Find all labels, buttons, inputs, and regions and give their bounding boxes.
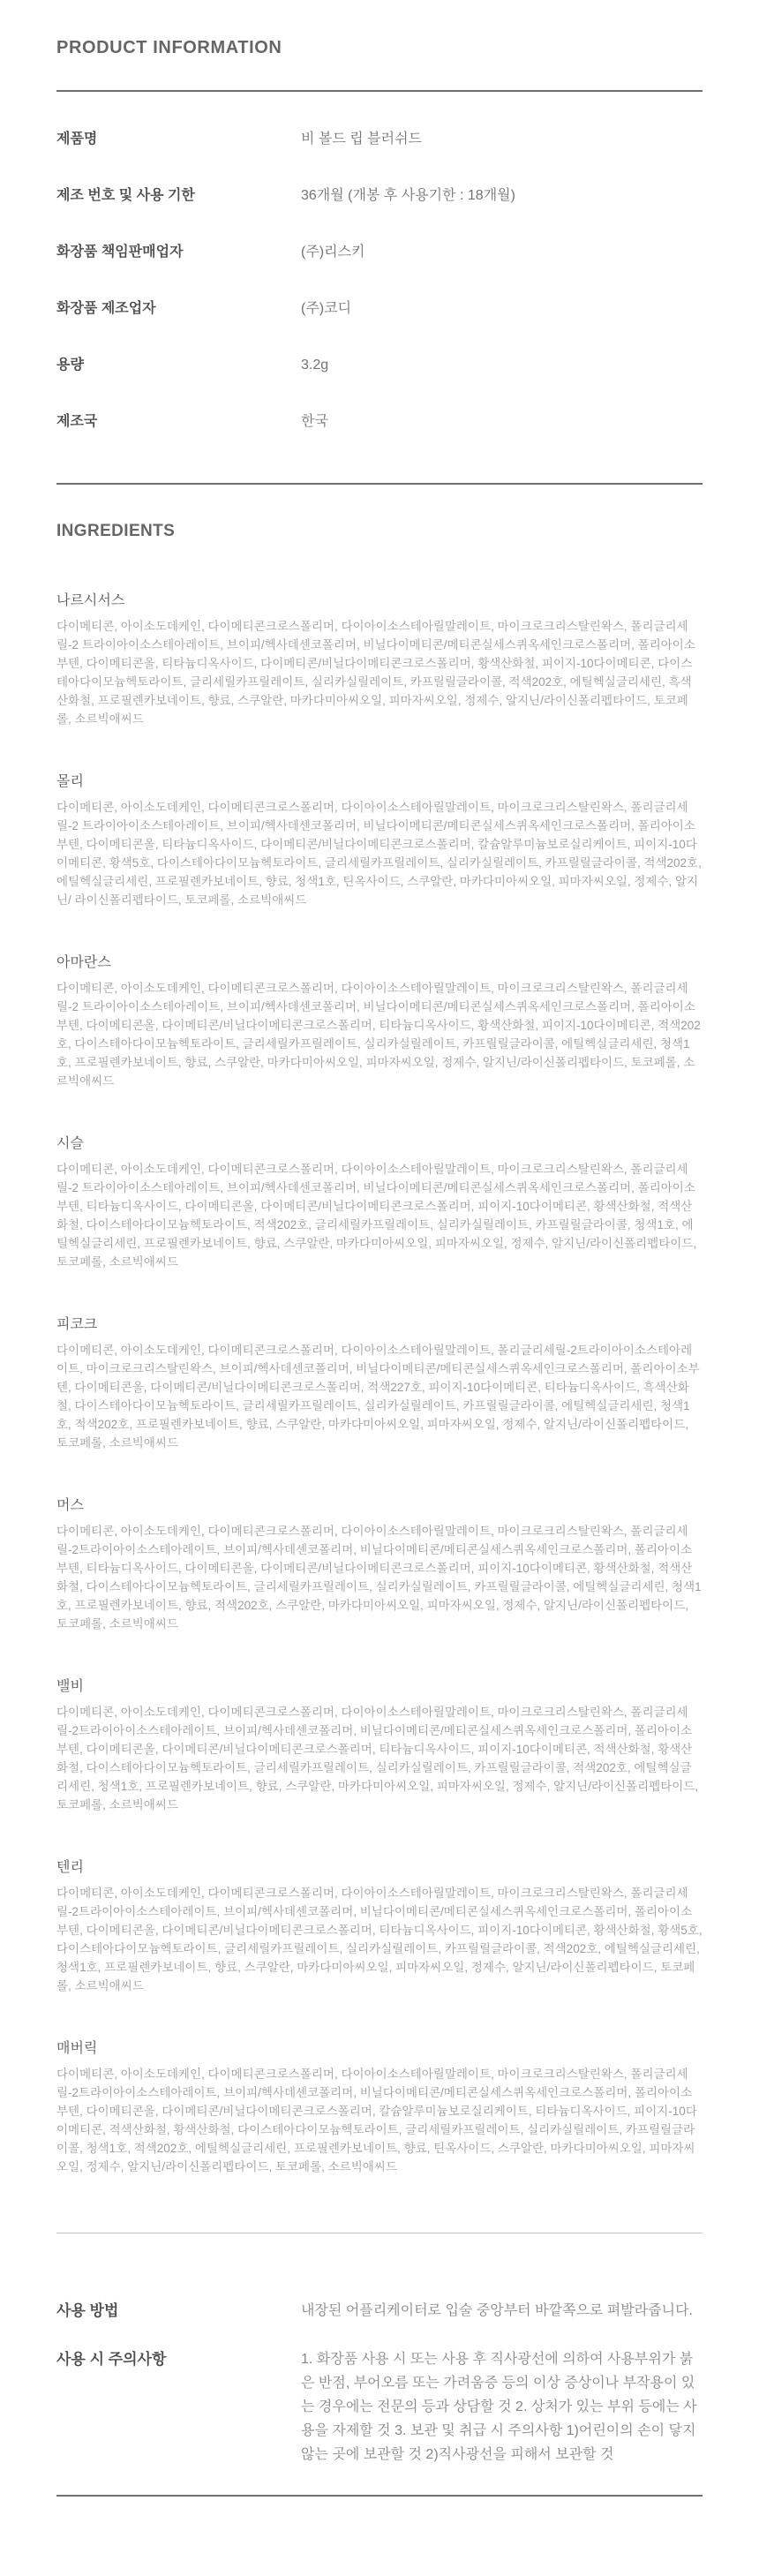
ingredients-divider [56,483,703,485]
usage-row [56,2347,703,2467]
product-info-row [56,131,703,147]
usage-row [56,2299,703,2323]
row-value: 3.2g [301,358,329,373]
row-value: 내장된 어플리케이터로 입술 중앙부터 바깥쪽으로 펴발라줍니다. [301,2303,693,2318]
ingredient-section [56,1675,703,1814]
shade-name: 나르시서스 [56,593,125,608]
ingredient-list-text: 다이메티콘, 아이소도데케인, 다이메티콘크로스폴리머, 다이아이소스테아릴말레이트, 마이크로크리스탈린왁스, 폴리글리세릴-2 트라이아이소스테아레이트, 브이피/헥사데센코폴리머, 비닐다이메티콘/메티콘실세스퀴옥세인크로스폴리머, 폴리아이소부텐, 다이메티콘올, 다이메티콘/비닐다이메티콘크로스폴리머, 티타늄디옥사이드, 황색산화철, 피이지-10다이메티콘, 적색202호, 다이스테아다이모늄헥토라이트, 글리세릴카프릴레이트, 실리카실릴레이트, 카프릴릴글라이콜, 에틸헥실글리세린, 청색1호, 프로필렌카보네이트, 향료, 스쿠알란, 마카다미아씨오일, 피마자씨오일, 정제수, 알지닌/라이신폴리펩타이드, 토코페롤, 소르빅애씨드 [56,982,701,1088]
ingredient-section [56,951,703,1090]
row-label: 사용 방법 [56,2302,119,2319]
ingredient-section [56,1313,703,1452]
row-value: (주)코디 [301,301,352,316]
ingredient-list-text: 다이메티콘, 아이소도데케인, 다이메티콘크로스폴리머, 다이아이소스테아릴말레이트, 마이크로크리스탈린왁스, 폴리글리세릴-2 트라이아이소스테아레이트, 브이피/헥사데센코폴리머, 비닐다이메티콘/메티콘실세스퀴옥세인크로스폴리머, 폴리아이소부텐, 다이메티콘올, 티타늄디옥사이드, 다이메티콘/비닐다이메티콘크로스폴리머, 황색산화철, 피이지-10다이메티콘, 다이스테아다이모늄헥토라이트, 글리세릴카프릴레이트, 실리카실릴레이트, 카프릴릴글라이콜, 적색202호, 에틸헥실글리세린, 흑색산화철, 프로필렌카보네이트, 향료, 스쿠알란, 마카다미아씨오일, 피마자씨오일, 정제수, 알지닌/라이신폴리펩타이드, 토코페롤, 소르빅애씨드 [56,620,695,726]
row-label: 제조 번호 및 사용 기한 [56,188,195,203]
shade-name: 밸비 [56,1679,84,1694]
row-label: 화장품 제조업자 [56,301,156,316]
ingredient-list-text: 다이메티콘, 아이소도데케인, 다이메티콘크로스폴리머, 다이아이소스테아릴말레이트, 마이크로크리스탈린왁스, 폴리글리세릴-2 트라이아이소스테아레이트, 브이피/헥사데센코폴리머, 비닐다이메티콘/메티콘실세스퀴옥세인크로스폴리머, 폴리아이소부텐, 다이메티콘올, 티타늄디옥사이드, 다이메티콘/비닐다이메티콘크로스폴리머, 칼슘알루미늄보로실리케이트, 피이지-10다이메티콘, 황색5호, 다이스테아다이모늄헥토라이트, 글리세릴카프릴레이트, 실리카실릴레이트, 카프릴릴글라이콜, 적색202호, 에틸헥실글리세린, 프로필렌카보네이트, 향료, 청색1호, 틴옥사이드, 스쿠알란, 마카다미아씨오일, 피마자씨오일, 정제수, 알지닌/ 라이신폴리펩타이드, 토코페롤, 소르빅애씨드 [56,801,702,907]
row-value: 비 볼드 립 블러쉬드 [301,132,422,147]
ingredient-section [56,1132,703,1271]
ingredient-list-text: 다이메티콘, 아이소도데케인, 다이메티콘크로스폴리머, 다이아이소스테아릴말레이트, 마이크로크리스탈린왁스, 폴리글리세릴-2트라이아이소스테아레이트, 브이피/헥사데센코폴리머, 비닐다이메티콘/메티콘실세스퀴옥세인크로스폴리머, 폴리아이소부텐, 다이메티콘올, 다이메티콘/비닐다이메티콘크로스폴리머, 칼슘알루미늄보로실리케이트, 티타늄디옥사이드, 피이지-10다이메티콘, 적색산화철, 황색산화철, 다이스테아다이모늄헥토라이트, 글리세릴카프릴레이트, 실리카실릴레이트, 카프릴릴글라이콜, 청색1호, 적색202호, 에틸헥실글리세린, 프로필렌카보네이트, 향료, 틴옥사이드, 스쿠알란, 마카다미아씨오일, 피마자씨오일, 정제수, 알지닌/라이신폴리펩타이드, 토코페롤, 소르빅애씨드 [56,2068,697,2173]
ingredient-list-text: 다이메티콘, 아이소도데케인, 다이메티콘크로스폴리머, 다이아이소스테아릴말레이트, 마이크로크리스탈린왁스, 폴리글리세릴-2트라이아이소스테아레이트, 브이피/헥사데센코폴리머, 비닐다이메티콘/메티콘실세스퀴옥세인크로스폴리머, 폴리아이소부텐, 다이메티콘올, 다이메티콘/비닐다이메티콘크로스폴리머, 티타늄디옥사이드, 피이지-10다이메티콘, 적색산화철, 황색산화철, 다이스테아다이모늄헥토라이트, 글리세릴카프릴레이트, 실리카실릴레이트, 카프릴릴글라이콜, 적색202호, 에틸헥실글리세린, 청색1호, 프로필렌카보네이트, 향료, 스쿠알란, 마카다미아씨오일, 피마자씨오일, 정제수, 알지닌/라이신폴리펩타이드, 토코페롤, 소르빅애씨드 [56,1706,699,1811]
row-label: 제품명 [56,132,98,147]
product-info-row [56,300,703,317]
shade-name: 아마란스 [56,955,111,970]
product-info-table [56,131,703,430]
shade-name: 매버릭 [56,2041,98,2056]
ingredients-title: INGREDIENTS [56,522,176,540]
shade-name: 시슬 [56,1136,84,1151]
ingredient-section [56,2037,703,2176]
ingredient-section [56,1856,703,1995]
ingredient-section [56,589,703,728]
ingredient-list-text: 다이메티콘, 아이소도데케인, 다이메티콘크로스폴리머, 다이아이소스테아릴말레이트, 마이크로크리스탈린왁스, 폴리글리세릴-2트라이아이소스테아레이트, 브이피/헥사데센코폴리머, 비닐다이메티콘/메티콘실세스퀴옥세인크로스폴리머, 폴리아이소부텐, 티타늄디옥사이드, 다이메티콘올, 다이메티콘/비닐다이메티콘크로스폴리머, 피이지-10다이메티콘, 황색산화철, 적색산화철, 다이스테아다이모늄헥토라이트, 글리세릴카프릴레이트, 실리카실릴레이트, 카프릴릴글라이콜, 에틸헥실글리세린, 청색1호, 프로필렌카보네이트, 향료, 적색202호, 스쿠알란, 마카다미아씨오일, 피마자씨오일, 정제수, 알지닌/라이신폴리펩타이드, 토코페롤, 소르빅애씨드 [56,1525,702,1631]
row-value: 36개월 (개봉 후 사용기한 : 18개월) [301,188,515,203]
ingredient-list-text: 다이메티콘, 아이소도데케인, 다이메티콘크로스폴리머, 다이아이소스테아릴말레이트, 마이크로크리스탈린왁스, 폴리글리세릴-2트라이아이소스테아레이트, 브이피/헥사데센코폴리머, 비닐다이메티콘/메티콘실세스퀴옥세인크로스폴리머, 폴리아이소부텐, 다이메티콘올, 다이메티콘/비닐다이메티콘크로스폴리머, 티타늄디옥사이드, 피이지-10다이메티콘, 황색산화철, 황색5호, 다이스테아다이모늄헥토라이트, 글리세릴카프릴레이트, 실리카실릴레이트, 카프릴릴글라이콜, 적색202호, 에틸헥실글리세린, 청색1호, 프로필렌카보네이트, 향료, 스쿠알란, 마카다미아씨오일, 피마자씨오일, 정제수, 알지닌/라이신폴리펩타이드, 토코페롤, 소르빅애씨드 [56,1887,703,1992]
row-label: 화장품 책임판매업자 [56,245,184,260]
bottom-divider [56,2495,703,2497]
ingredient-section [56,1494,703,1633]
row-value: 한국 [301,414,328,429]
ingredients-list [56,589,703,2176]
product-info-row [56,357,703,373]
row-label: 제조국 [56,414,98,429]
shade-name: 피코크 [56,1317,98,1332]
product-info-row [56,187,703,204]
row-value: (주)리스키 [301,245,365,260]
row-label: 용량 [56,358,84,373]
row-label: 사용 시 주의사항 [56,2351,167,2368]
shade-name: 텐리 [56,1860,84,1875]
product-info-row [56,244,703,260]
shade-name: 머스 [56,1498,84,1513]
shade-name: 몰리 [56,774,84,789]
page-title: PRODUCT INFORMATION [56,38,282,57]
ingredient-list-text: 다이메티콘, 아이소도데케인, 다이메티콘크로스폴리머, 다이아이소스테아릴말레이트, 폴리글리세릴-2트라이아이소스테아레이트, 마이크로크리스탈린왁스, 브이피/헥사데센코폴리머, 비닐다이메티콘/메티콘실세스퀴옥세인크로스폴리머, 폴리아이소부텐, 다이메티콘올, 다이메티콘/비닐다이메티콘크로스폴리머, 적색227호, 피이지-10다이메티콘, 티타늄디옥사이드, 흑색산화철, 다이스테아다이모늄헥토라이트, 글리세릴카프릴레이트, 실리카실릴레이트, 카프릴릴글라이콜, 에틸헥실글리세린, 청색1호, 적색202호, 프로필렌카보네이트, 향료, 스쿠알란, 마카다미아씨오일, 피마자씨오일, 정제수, 알지닌/라이신폴리펩타이드, 토코페롤, 소르빅애씨드 [56,1344,700,1450]
ingredient-list-text: 다이메티콘, 아이소도데케인, 다이메티콘크로스폴리머, 다이아이소스테아릴말레이트, 마이크로크리스탈린왁스, 폴리글리세릴-2 트라이아이소스테아레이트, 브이피/헥사데센코폴리머, 비닐다이메티콘/메티콘실세스퀴옥세인크로스폴리머, 폴리아이소부텐, 티타늄디옥사이드, 다이메티콘올, 다이메티콘/비닐다이메티콘크로스폴리머, 피이지-10다이메티콘, 황색산화철, 적색산화철, 다이스테아다이모늄헥토라이트, 적색202호, 글리세릴카프릴레이트, 실리카실릴레이트, 카프릴릴글라이콜, 청색1호, 에틸헥실글리세린, 프로필렌카보네이트, 향료, 스쿠알란, 마카다미아씨오일, 피마자씨오일, 정제수, 알지닌/라이신폴리펩타이드, 토코페롤, 소르빅애씨드 [56,1163,697,1269]
ingredient-section [56,770,703,909]
row-value: 1. 화장품 사용 시 또는 사용 후 직사광선에 의하여 사용부위가 붉은 반점, 부어오름 또는 가려움증 등의 이상 증상이나 부작용이 있는 경우에는 전문의 등과 상담할 것 2. 상처가 있는 부위 등에는 사용을 자제할 것 3. 보관 및 취급 시 주의사항 1)어린이의 손이 닿지 않는 곳에 보관할 것 2)직사광선을 피해서 보관할 것 [301,2352,697,2462]
usage-table [56,2299,703,2467]
product-info-row [56,413,703,430]
top-divider [56,90,703,92]
